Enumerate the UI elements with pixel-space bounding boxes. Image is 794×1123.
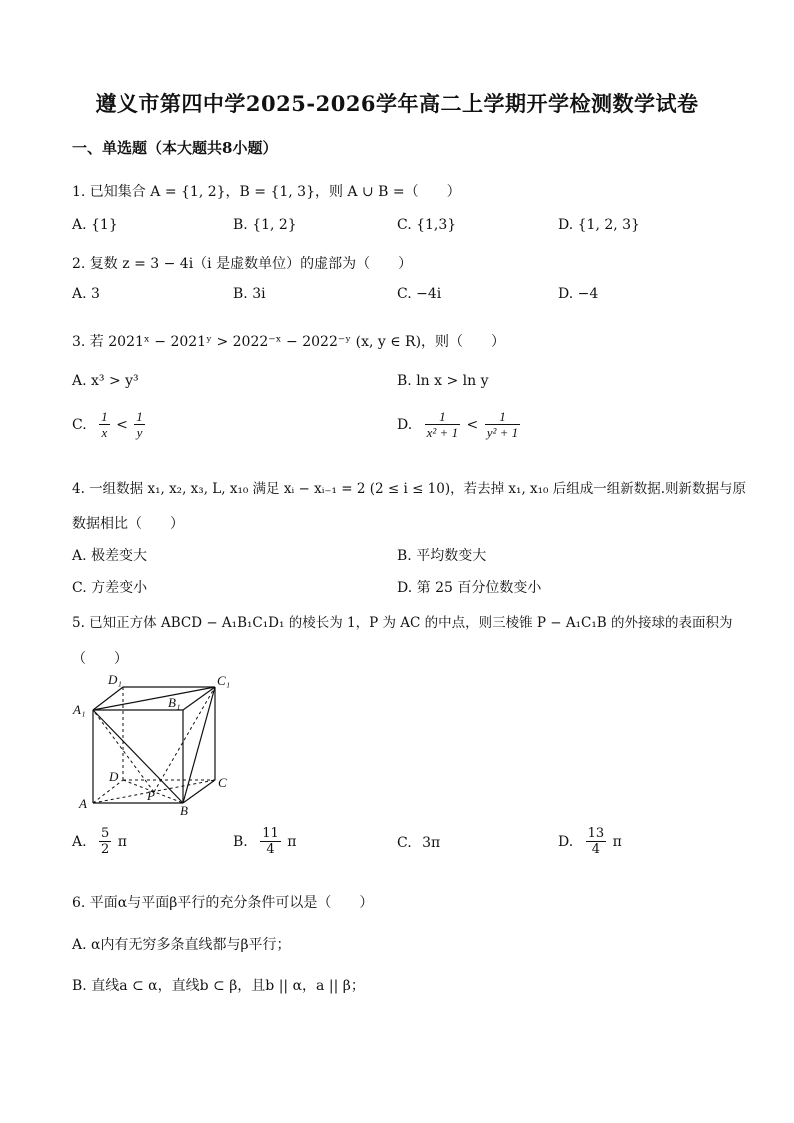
numerator: 1 xyxy=(101,409,108,424)
edge-a1-d1 xyxy=(93,687,123,710)
pi-symbol: π xyxy=(612,833,622,850)
question-5-option-a xyxy=(72,826,127,857)
fraction xyxy=(134,409,145,440)
fraction xyxy=(586,826,607,857)
question-2-option-d: D. −4 xyxy=(558,286,599,302)
option-label: D. xyxy=(558,833,574,850)
hidden-edges xyxy=(93,687,215,803)
question-4-stem-line-1: 4. 一组数据 x₁, x₂, x₃, L, x₁₀ 满足 xᵢ − xᵢ₋₁ = 2 (2 ≤ i ≤ 10)，若去掉 x₁, x₁₀ 后组成一组新数据.则新数据与原 xyxy=(72,481,747,497)
question-1-option-d: D. {1, 2, 3} xyxy=(558,217,640,233)
question-1-option-c: C. {1,3} xyxy=(397,217,457,233)
vertex-label-b1: B₁ xyxy=(168,695,181,710)
question-3-option-c xyxy=(72,409,147,440)
question-3-option-d xyxy=(397,409,522,440)
option-label: C. xyxy=(72,416,87,433)
question-2-option-b: B. 3i xyxy=(233,286,266,302)
denominator: y xyxy=(136,425,143,440)
vertex-label-d: D xyxy=(109,769,119,784)
question-5-stem-line-2: （ ） xyxy=(72,651,128,667)
option-label: C. xyxy=(397,835,412,851)
section-heading: 一、单选题（本大题共8小题） xyxy=(72,139,278,157)
denominator: x xyxy=(101,425,108,440)
fraction xyxy=(260,826,281,857)
question-3-option-a: A. x³ > y³ xyxy=(72,373,139,389)
fraction xyxy=(99,826,111,857)
denominator: y² + 1 xyxy=(486,425,519,440)
option-label: B. xyxy=(233,833,248,850)
question-5-stem-line-1: 5. 已知正方体 ABCD − A₁B₁C₁D₁ 的棱长为 1，P 为 AC 的中点，则三棱锥 P − A₁C₁B 的外接球的表面积为 xyxy=(72,615,733,631)
question-2-option-a: A. 3 xyxy=(72,286,100,302)
denominator: 4 xyxy=(591,842,601,857)
numerator: 1 xyxy=(485,409,520,425)
numerator: 5 xyxy=(101,826,110,841)
question-1-stem: 1. 已知集合 A = {1, 2}，B = {1, 3}，则 A ∪ B =（ ） xyxy=(72,184,461,200)
numerator: 1 xyxy=(425,409,460,425)
question-4-option-d: D. 第 25 百分位数变小 xyxy=(397,580,542,596)
question-5-option-d xyxy=(558,826,622,857)
fraction xyxy=(99,409,110,440)
vertex-label-b: B xyxy=(180,803,188,818)
numerator: 11 xyxy=(262,826,279,841)
vertex-label-d1: D₁ xyxy=(108,672,122,687)
question-4-stem-line-2: 数据相比（ ） xyxy=(72,516,184,532)
fraction xyxy=(425,409,460,440)
relation: < xyxy=(466,416,479,433)
numerator: 13 xyxy=(587,826,605,841)
pi-symbol: π xyxy=(287,833,297,850)
question-5-option-c xyxy=(397,835,440,851)
relation: < xyxy=(116,416,128,433)
denominator: 2 xyxy=(101,842,110,857)
question-1-option-b: B. {1, 2} xyxy=(233,217,297,233)
vertex-label-c1: C₁ xyxy=(217,673,231,688)
edge-a-d xyxy=(93,780,123,803)
question-4-option-b: B. 平均数变大 xyxy=(397,548,487,564)
cube-edges xyxy=(93,687,215,803)
option-text: 3π xyxy=(422,835,441,851)
denominator: 4 xyxy=(266,842,275,857)
question-6-option-b: B. 直线a ⊂ α，直线b ⊂ β，且b || α，a || β； xyxy=(72,978,365,994)
question-4-option-c: C. 方差变小 xyxy=(72,580,148,596)
option-label: D. xyxy=(397,416,413,433)
pi-symbol: π xyxy=(117,833,127,850)
edge-a1-b xyxy=(93,710,183,803)
fraction xyxy=(485,409,520,440)
edge-a1-c1 xyxy=(93,687,215,710)
denominator: x² + 1 xyxy=(426,425,459,440)
numerator: 1 xyxy=(136,409,143,424)
question-1-option-a: A. {1} xyxy=(72,217,118,233)
question-5-option-b xyxy=(233,826,296,857)
question-3-option-b: B. ln x > ln y xyxy=(397,373,489,389)
vertex-label-a: A xyxy=(79,796,87,811)
page-title: 遵义市第四中学2025-2026学年高二上学期开学检测数学试卷 xyxy=(95,91,699,116)
question-2-stem: 2. 复数 z = 3 − 4i（i 是虚数单位）的虚部为（ ） xyxy=(72,256,413,272)
cube-figure xyxy=(70,668,240,820)
question-6-option-a: A. α内有无穷多条直线都与β平行； xyxy=(72,937,291,953)
question-6-stem: 6. 平面α与平面β平行的充分条件可以是（ ） xyxy=(72,895,374,911)
option-label: A. xyxy=(72,833,87,850)
edge-p-c1 xyxy=(154,687,215,792)
vertex-label-a1: A₁ xyxy=(73,702,86,717)
question-4-option-a: A. 极差变大 xyxy=(72,548,148,564)
vertex-label-c: C xyxy=(218,775,227,790)
question-3-stem: 3. 若 2021ˣ − 2021ʸ > 2022⁻ˣ − 2022⁻ʸ (x, y ∈ R)，则（ ） xyxy=(72,334,506,350)
question-2-option-c: C. −4i xyxy=(397,286,442,302)
vertex-label-p: P xyxy=(147,788,155,803)
